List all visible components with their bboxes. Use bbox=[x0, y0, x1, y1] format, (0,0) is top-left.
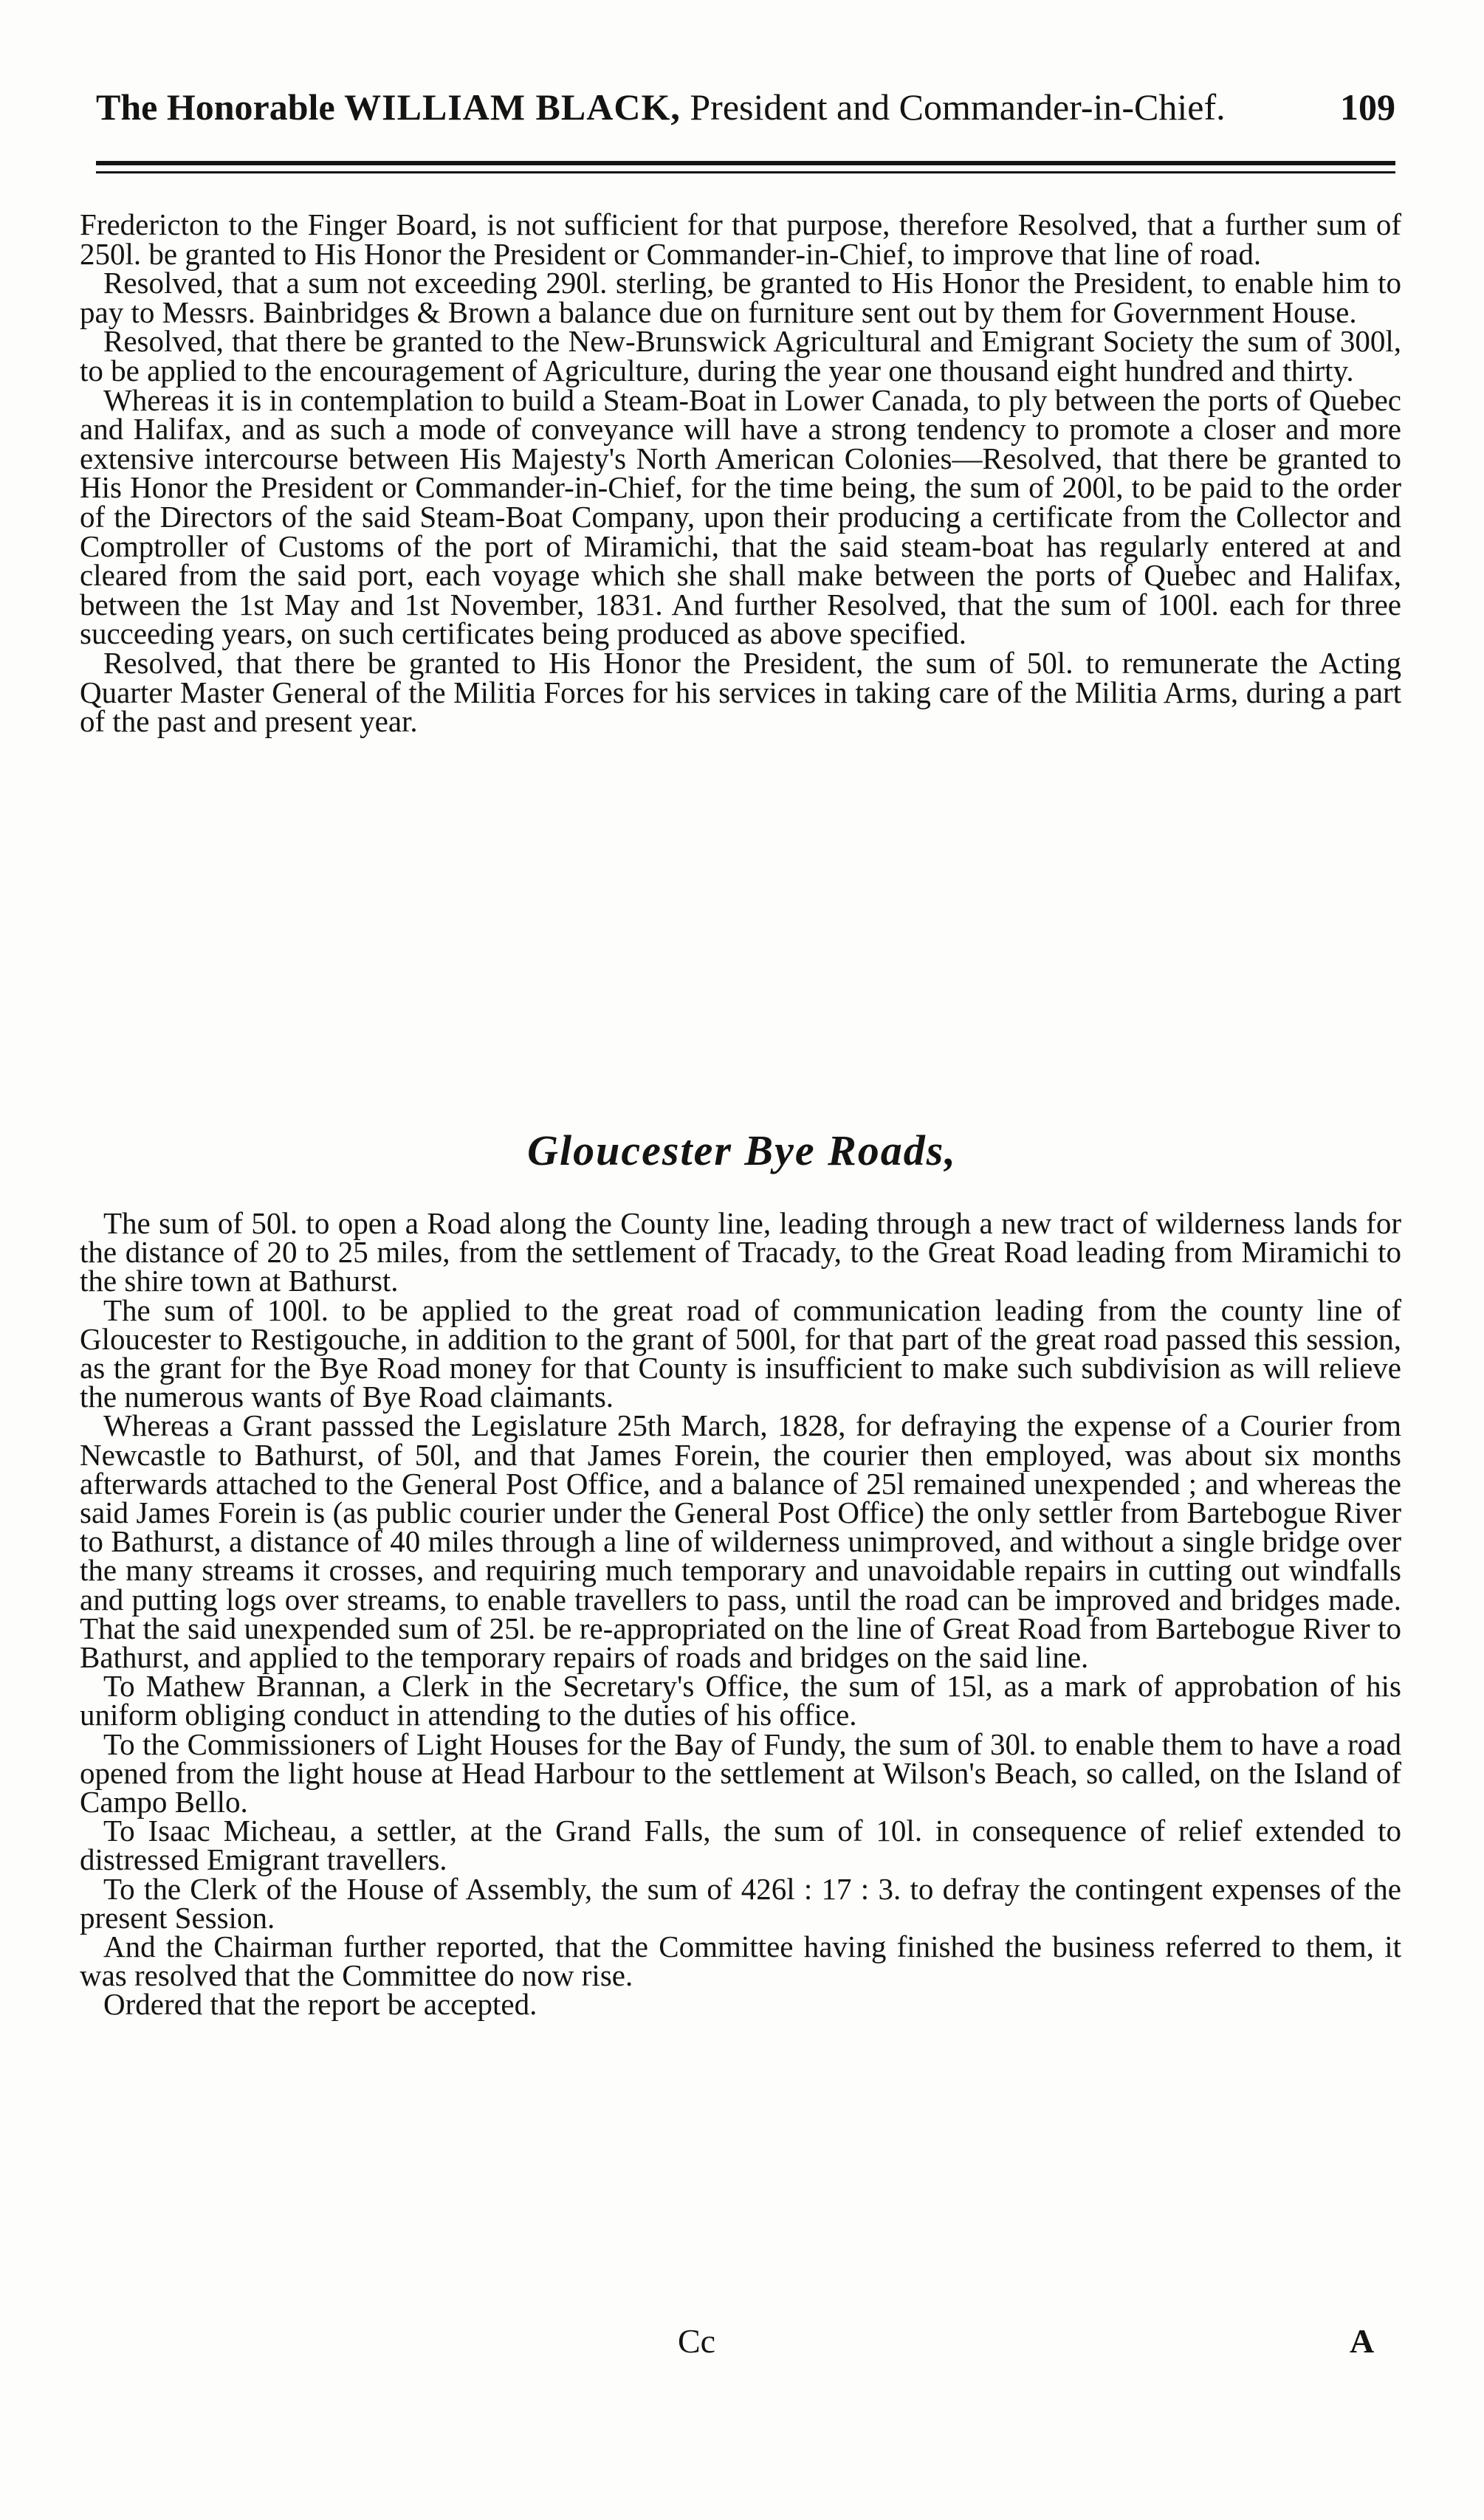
running-header bbox=[96, 78, 1395, 137]
paragraph-clerk-of-house: To the Clerk of the House of Assembly, the sum of 426l : 17 : 3. to defray the contingent expenses of the present Session. bbox=[80, 1871, 1401, 1935]
paragraph-militia-arms: Resolved, that there be granted to His Honor the President, the sum of 50l. to remunerate the Acting Quarter Master General of the Militia Forces for his services in taking care of the Militia Arms, during a part of the past and present year. bbox=[80, 645, 1401, 739]
bye-roads-section bbox=[80, 1206, 1401, 2022]
paragraph-restigouche-road: The sum of 100l. to be applied to the great road of communication leading from the county line of Gloucester to Restigouche, in addition to the grant of 500l, for that part of the great road passed this session, as the grant for the Bye Road money for that County is insufficient to make such subdivision as will relieve the numerous wants of Bye Road claimants. bbox=[80, 1292, 1401, 1414]
page-number: 109 bbox=[1340, 86, 1395, 128]
resolutions-section bbox=[80, 207, 1401, 739]
paragraph-chairman-report: And the Chairman further reported, that the Committee having finished the business referred to them, it was resolved that the Committee do now rise. bbox=[80, 1929, 1401, 1993]
paragraph-agricultural-society: Resolved, that there be granted to the New-Brunswick Agricultural and Emigrant Society the sum of 300l, to be applied to the encouragement of Agriculture, during the year one thousand eight hundred and thirty. bbox=[80, 324, 1401, 388]
paragraph-tracady-road: The sum of 50l. to open a Road along the County line, leading through a new tract of wilderness lands for the distance of 20 to 25 miles, from the settlement of Tracady, to the Great Road leading from Miramichi to the shire town at Bathurst. bbox=[80, 1206, 1401, 1298]
header-name: WILLIAM BLACK, bbox=[344, 86, 681, 128]
paragraph-report-accepted: Ordered that the report be accepted. bbox=[103, 1987, 537, 2022]
header-rule-thick bbox=[96, 161, 1395, 165]
paragraph-government-house-furniture: Resolved, that a sum not exceeding 290l. sterling, be granted to His Honor the President, to enable him to pay to Messrs. Bainbridges & Brown a balance due on furniture sent out by them for Government House. bbox=[80, 266, 1401, 329]
paragraph-courier-grant: Whereas a Grant passsed the Legislature 25th March, 1828, for defraying the expense of a Courier from Newcastle to Bathurst, of 50l, and that James Forein, the courier then employed, was about six months afterwards attached to the General Post Office, and a balance of 25l remained unexpended ; and whereas the said James Forein is (as public courier under the General Post Office) the only settler from Bartebogue River to Bathurst, a distance of 40 miles through a line of wilderness unimproved, and without a single bridge over the many streams it crosses, and requiring much temporary and unavoidable repairs in cutting out windfalls and putting logs over streams, to enable travellers to pass, until the road can be improved and bridges made. That the said unexpended sum of 25l. be re-appropriated on the line of Great Road from Bartebogue River to Bathurst, and applied to the temporary repairs of roads and bridges on the said line. bbox=[80, 1408, 1401, 1675]
paragraph-isaac-micheau: To Isaac Micheau, a settler, at the Grand Falls, the sum of 10l. in consequence of relief extended to distressed Emigrant travellers. bbox=[80, 1814, 1401, 1877]
paragraph-mathew-brannan: To Mathew Brannan, a Clerk in the Secretary's Office, the sum of 15l, as a mark of approbation of his uniform obliging conduct in attending to the duties of his office. bbox=[80, 1669, 1401, 1732]
section-heading: Gloucester Bye Roads, bbox=[527, 1126, 957, 1174]
paragraph-light-houses: To the Commissioners of Light Houses for the Bay of Fundy, the sum of 30l. to enable them to have a road opened from the light house at Head Harbour to the settlement at Wilson's Beach, so called, on the Island of Campo Bello. bbox=[80, 1727, 1401, 1820]
signature-mark: Cc bbox=[678, 2322, 716, 2360]
paragraph-steam-boat: Whereas it is in contemplation to build a Steam-Boat in Lower Canada, to ply between the ports of Quebec and Halifax, and as such a mode of conveyance will have a strong tendency to promote a closer and more extensive intercourse between His Majesty's North American Colonies—Resolved, that there be granted to His Honor the President or Commander-in-Chief, for the time being, the sum of 200l, to be paid to the order of the Directors of the said Steam-Boat Company, upon their producing a certificate from the Collector and Comptroller of Customs of the port of Miramichi, that the said steam-boat has regularly entered at and cleared from the said port, each voyage which she shall make between the ports of Quebec and Halifax, between the 1st May and 1st November, 1831. And further Resolved, that the sum of 100l. each for three succeeding years, on such certificates being produced as above specified. bbox=[80, 382, 1401, 651]
header-suffix: President and Commander-in-Chief. bbox=[680, 86, 1226, 128]
catchword: A bbox=[1350, 2322, 1375, 2360]
paragraph-fredericton-road: Fredericton to the Finger Board, is not sufficient for that purpose, therefore Resolved, that a further sum of 250l. be granted to His Honor the President or Commander-in-Chief, to improve that line of road. bbox=[80, 207, 1401, 271]
header-rule-thin bbox=[96, 171, 1395, 173]
header-prefix: The Honorable bbox=[96, 86, 345, 128]
running-title bbox=[96, 78, 1226, 137]
